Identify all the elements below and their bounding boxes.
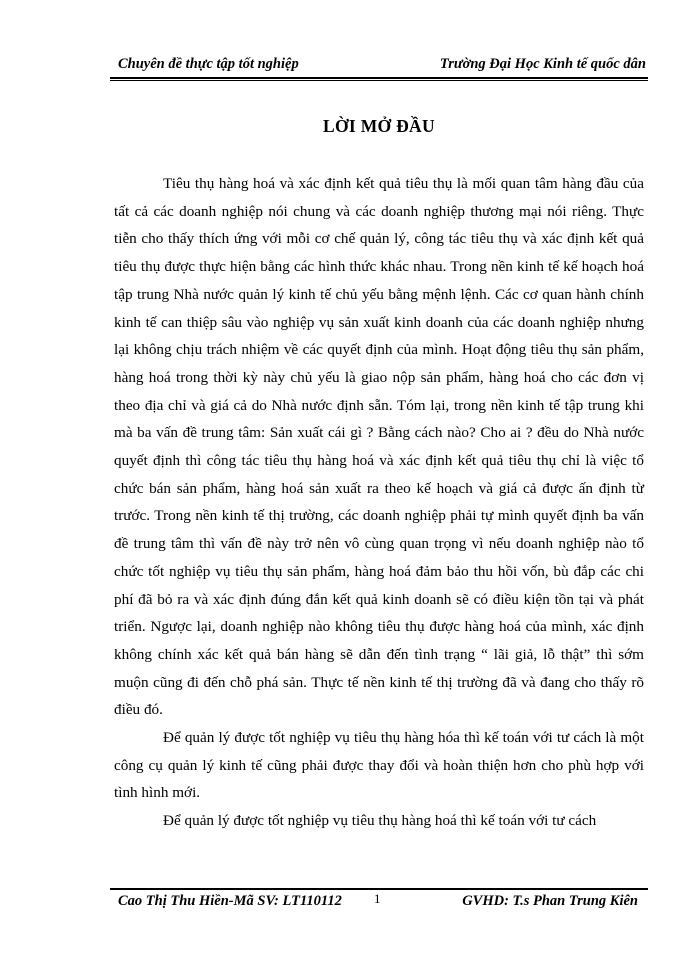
footer-author: Cao Thị Thu Hiền-Mã SV: LT110112: [118, 893, 342, 909]
header-right-text: Trường Đại Học Kinh tế quốc dân: [439, 56, 646, 72]
page-number: 1: [374, 891, 381, 906]
header-rule: [110, 77, 648, 79]
paragraph: Để quản lý được tốt nghiệp vụ tiêu thụ hàng hoá thì kế toán với tư cách: [163, 812, 597, 830]
page-header: [110, 52, 648, 78]
page-footer: [110, 893, 648, 915]
header-rule-thin: [110, 80, 648, 81]
document-body: [114, 170, 644, 835]
footer-supervisor: GVHD: T.s Phan Trung Kiên: [462, 893, 638, 909]
paragraph: Tiêu thụ hàng hoá và xác định kết quả tiêu thụ là mối quan tâm hàng đầu của tất cả các doanh nghiệp nói chung và các doanh nghiệp thương mại nói riêng. Thực tiễn cho thấy thích ứng với mỗi cơ chế quản lý, công tác tiêu thụ và xác định kết quả tiêu thụ được thực hiện bằng các hình thức khác nhau. Trong nền kinh tế kế hoạch hoá tập trung Nhà nước quản lý kinh tế chủ yếu bằng mệnh lệnh. Các cơ quan hành chính kinh tế can thiệp sâu vào nghiệp vụ sản xuất kinh doanh của các doanh nghiệp nhưng lại không chịu trách nhiệm về các quyết định của mình. Hoạt động tiêu thụ sản phẩm, hàng hoá trong thời kỳ này chủ yếu là giao nộp sản phẩm, hàng hoá cho các đơn vị theo địa chỉ và giá cả do Nhà nước định sẵn. Tóm lại, trong nền kinh tế tập trung khi mà ba vấn đề trung tâm: Sản xuất cái gì ? Bằng cách nào? Cho ai ? đều do Nhà nước quyết định thì công tác tiêu thụ hàng hoá và xác định kết quả tiêu thụ chỉ là việc tổ chức bán sản phẩm, hàng hoá sản xuất ra theo kế hoạch và giá cả được ấn định từ trước. Trong nền kinh tế thị trường, các doanh nghiệp phải tự mình quyết định ba vấn đề trung tâm thì vấn đề này trở nên vô cùng quan trọng vì nếu doanh nghiệp nào tổ chức tốt nghiệp vụ tiêu thụ sản phẩm, hàng hoá đảm bảo thu hồi vốn, bù đắp các chi phí đã bỏ ra và xác định đúng đắn kết quả kinh doanh sẽ có điều kiện tồn tại và phát triển. Ngược lại, doanh nghiệp nào không tiêu thụ được hàng hoá của mình, xác định không chính xác kết quả bán hàng sẽ dẫn đến tình trạng “ lãi giả, lỗ thật” thì sớm muộn cũng đi đến chỗ phá sản. Thực tế nền kinh tế thị trường đã và đang cho thấy rõ điều đó.: [114, 175, 644, 719]
header-left-text: Chuyên đề thực tập tốt nghiệp: [118, 56, 299, 72]
paragraph: Để quản lý được tốt nghiệp vụ tiêu thụ hàng hóa thì kế toán với tư cách là một công cụ quản lý kinh tế cũng phải được thay đổi và hoàn thiện hơn cho phù hợp với tình hình mới.: [114, 729, 644, 802]
footer-rule: [110, 888, 648, 890]
page-title: LỜI MỞ ĐẦU: [323, 116, 435, 136]
